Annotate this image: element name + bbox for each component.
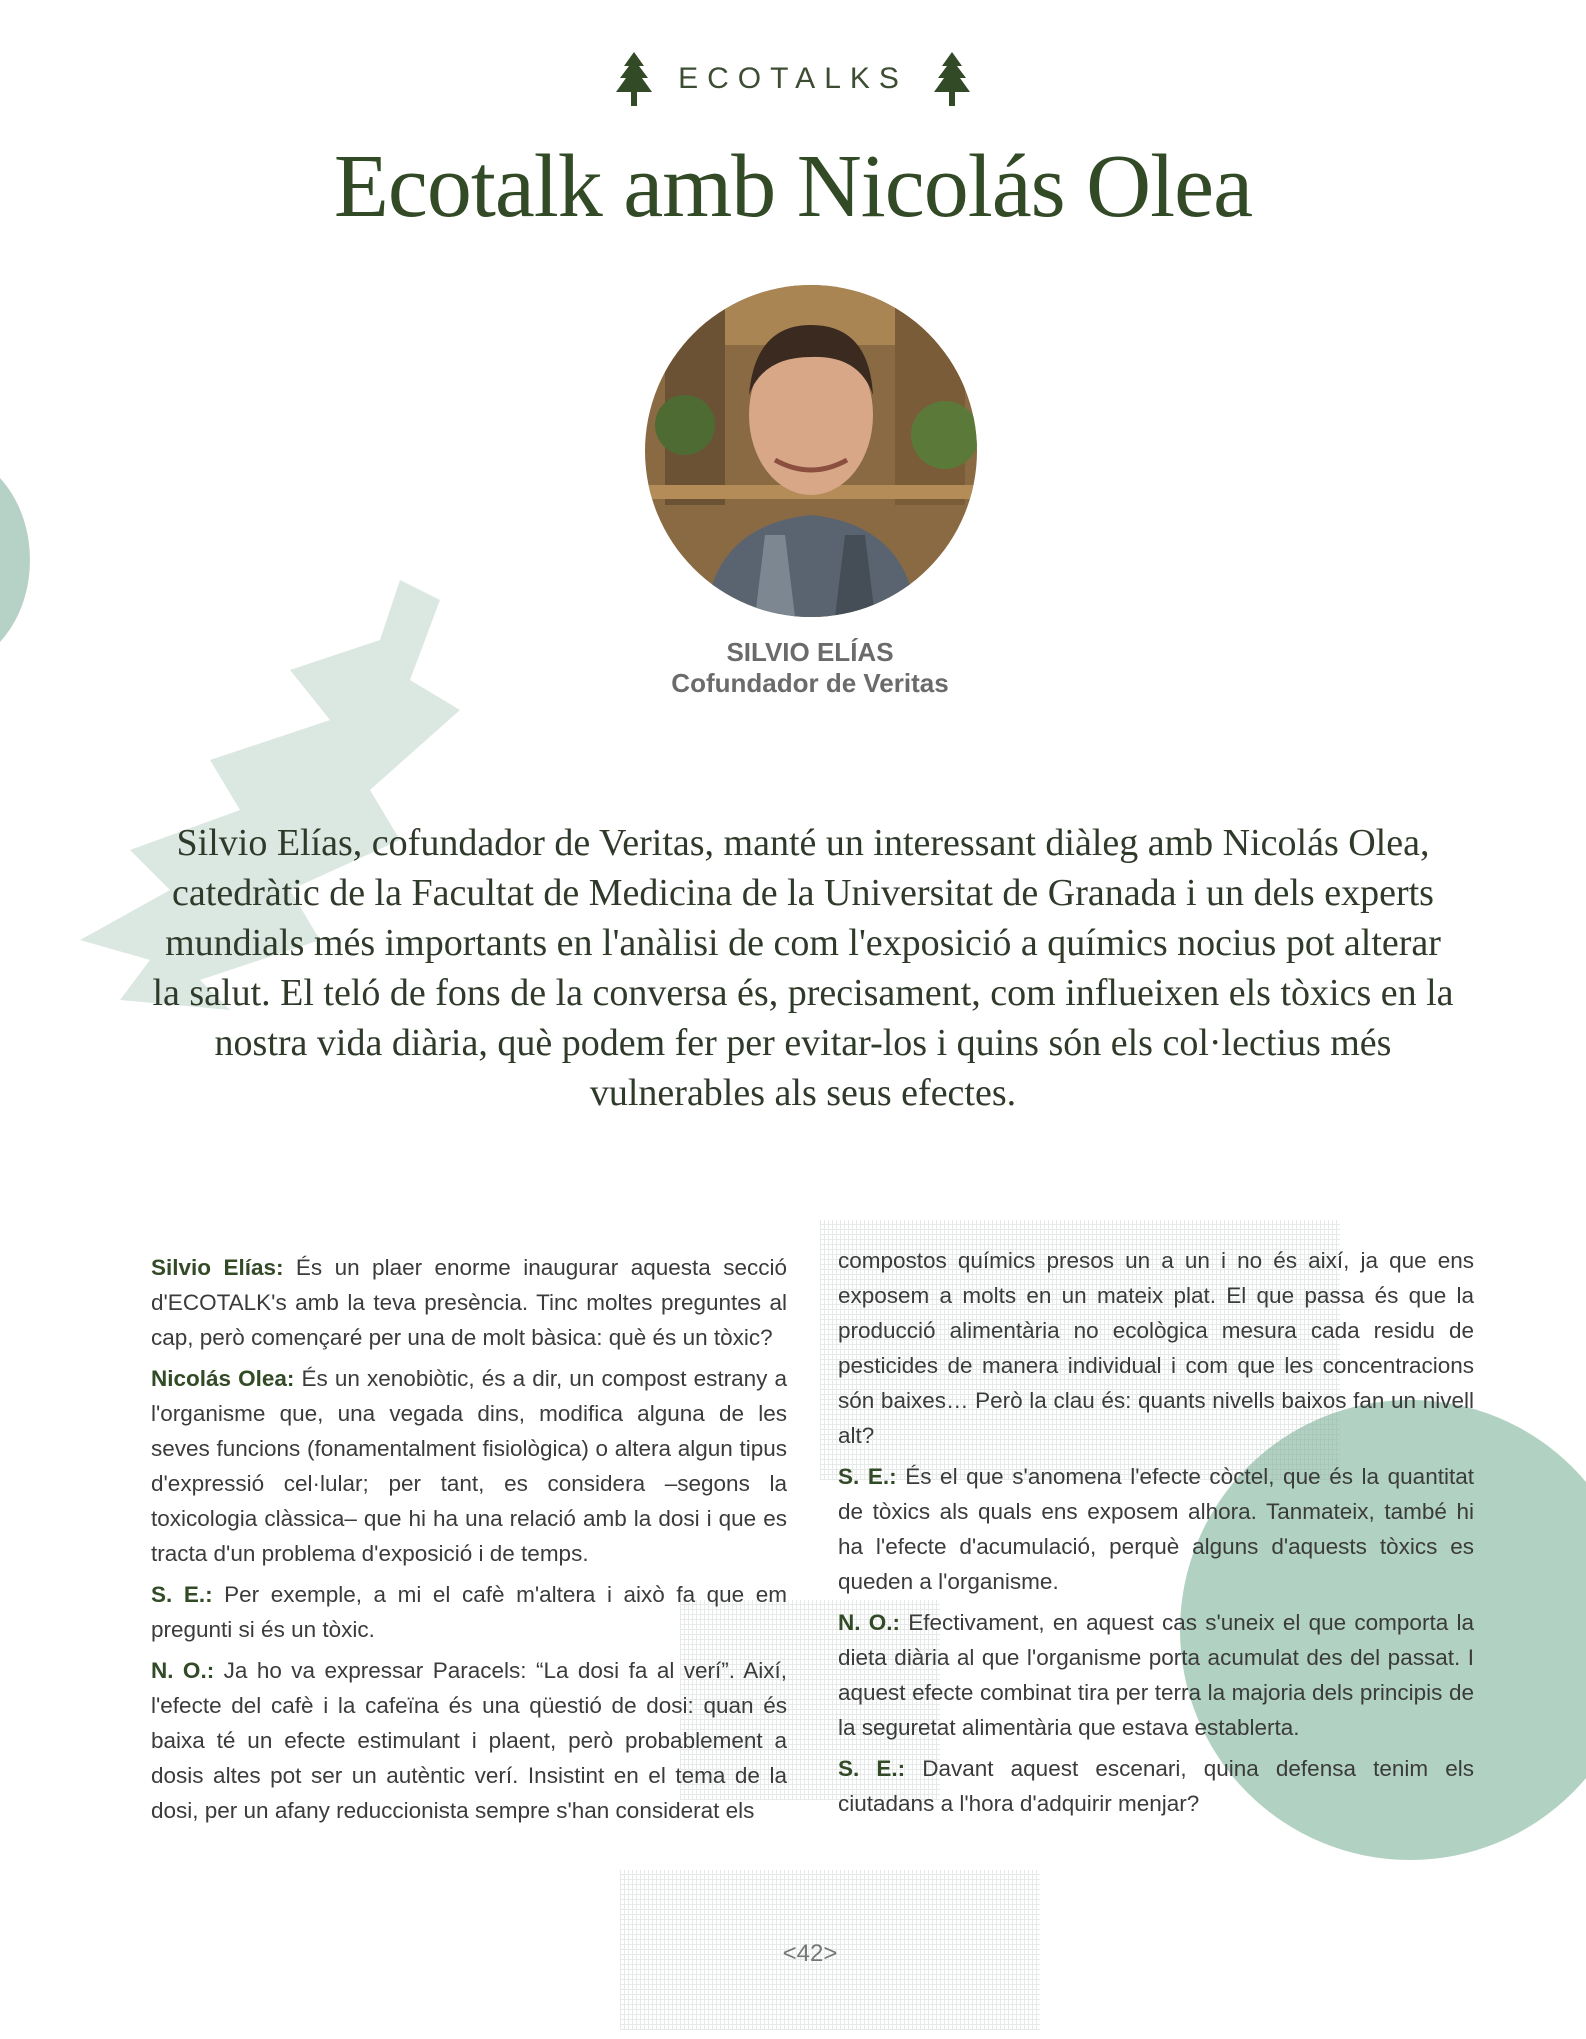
interview-paragraph — [151, 1653, 787, 1828]
paragraph-text: Davant aquest escenari, quina defensa tenim els ciutadans a l'hora d'adquirir menjar? — [838, 1756, 1474, 1816]
page-title: Ecotalk amb Nicolás Olea — [333, 137, 1253, 236]
byline-role: Cofundador de Veritas — [671, 668, 949, 698]
page-number-value: 42 — [796, 1940, 824, 1967]
prev-page-arrow[interactable]: < — [782, 1940, 797, 1967]
speaker-label: N. O.: — [838, 1610, 901, 1635]
speaker-label: Nicolás Olea: — [151, 1366, 295, 1391]
paragraph-text: Ja ho va expressar Paracels: “La dosi fa al verí”. Així, l'efecte del cafè i la cafeïna és una qüestió de dosi: quan és baixa té un efecte estimulant i plaent, però probablement a dosis altes pot ser un autèntic verí. Insistint en el tema de la dosi, per un afany reduccionista sempre s'han considerat els — [151, 1658, 787, 1823]
paragraph-text: És el que s'anomena l'efecte còctel, que és la quantitat de tòxics als quals ens exposem alhora. Tanmateix, també hi ha l'efecte d'acumulació, perquè alguns d'aquests tòxics es queden a l'organisme. — [838, 1464, 1474, 1594]
section-label: ECOTALKS — [678, 62, 908, 95]
interview-paragraph — [838, 1605, 1474, 1745]
portrait-photo — [645, 285, 977, 617]
paragraph-text: És un xenobiòtic, és a dir, un compost estrany a l'organisme que, una vegada dins, modifica alguna de les seves funcions (fonamentalment fisiològica) o altera algun tipus d'expressió cel·lular; per tant, es considera –segons la toxicologia clàssica– que hi ha una relació amb la dosi i que es tracta d'un problema d'exposició i de temps. — [151, 1366, 787, 1566]
interview-paragraph — [838, 1751, 1474, 1821]
page-number — [0, 1940, 1586, 1968]
speaker-label: S. E.: — [151, 1582, 213, 1607]
speaker-label: S. E.: — [838, 1756, 906, 1781]
byline-name: SILVIO ELÍAS — [726, 637, 894, 667]
paragraph-text: És un plaer enorme inaugurar aquesta secció d'ECOTALK's amb la teva presència. Tinc moltes preguntes al cap, però començaré per una de molt bàsica: què és un tòxic? — [151, 1255, 787, 1350]
speaker-label: Silvio Elías: — [151, 1255, 284, 1280]
interview-paragraph — [838, 1243, 1474, 1453]
next-page-arrow[interactable]: > — [823, 1940, 838, 1967]
paragraph-text: Efectivament, en aquest cas s'uneix el que comporta la dieta diària al que l'organisme porta acumulat des del passat. I aquest efecte combinat tira per terra la majoria dels principis de la seguretat alimentària que estava establerta. — [838, 1610, 1474, 1740]
interview-paragraph — [838, 1459, 1474, 1599]
interview-column-left — [151, 1250, 787, 1834]
interview-paragraph — [151, 1250, 787, 1355]
pine-tree-icon — [616, 52, 652, 106]
speaker-label: S. E.: — [838, 1464, 897, 1489]
interview-column-right — [838, 1243, 1474, 1827]
pine-tree-icon — [934, 52, 970, 106]
lead-paragraph: Silvio Elías, cofundador de Veritas, manté un interessant diàleg amb Nicolás Olea, catedràtic de la Facultat de Medicina de la Universitat de Granada i un dels experts mundials més importants en l'anàlisi de com l'exposició a químics nocius pot alterar la salut. El teló de fons de la conversa és, precisament, com influeixen els tòxics en la nostra vida diària, què podem fer per evitar-los i quins són els col·lectius més vulnerables als seus efectes. — [152, 822, 1454, 1114]
paragraph-text: compostos químics presos un a un i no és així, ja que ens exposem a molts en un mateix plat. El que passa és que la producció alimentària no ecològica mesura cada residu de pesticides de manera individual i com que les concentracions són baixes… Però la clau és: quants nivells baixos fan un nivell alt? — [838, 1248, 1474, 1448]
interview-paragraph — [151, 1577, 787, 1647]
paragraph-text: Per exemple, a mi el cafè m'altera i això fa que em pregunti si és un tòxic. — [151, 1582, 787, 1642]
speaker-label: N. O.: — [151, 1658, 215, 1683]
section-brand — [0, 52, 1586, 106]
interview-paragraph — [151, 1361, 787, 1571]
